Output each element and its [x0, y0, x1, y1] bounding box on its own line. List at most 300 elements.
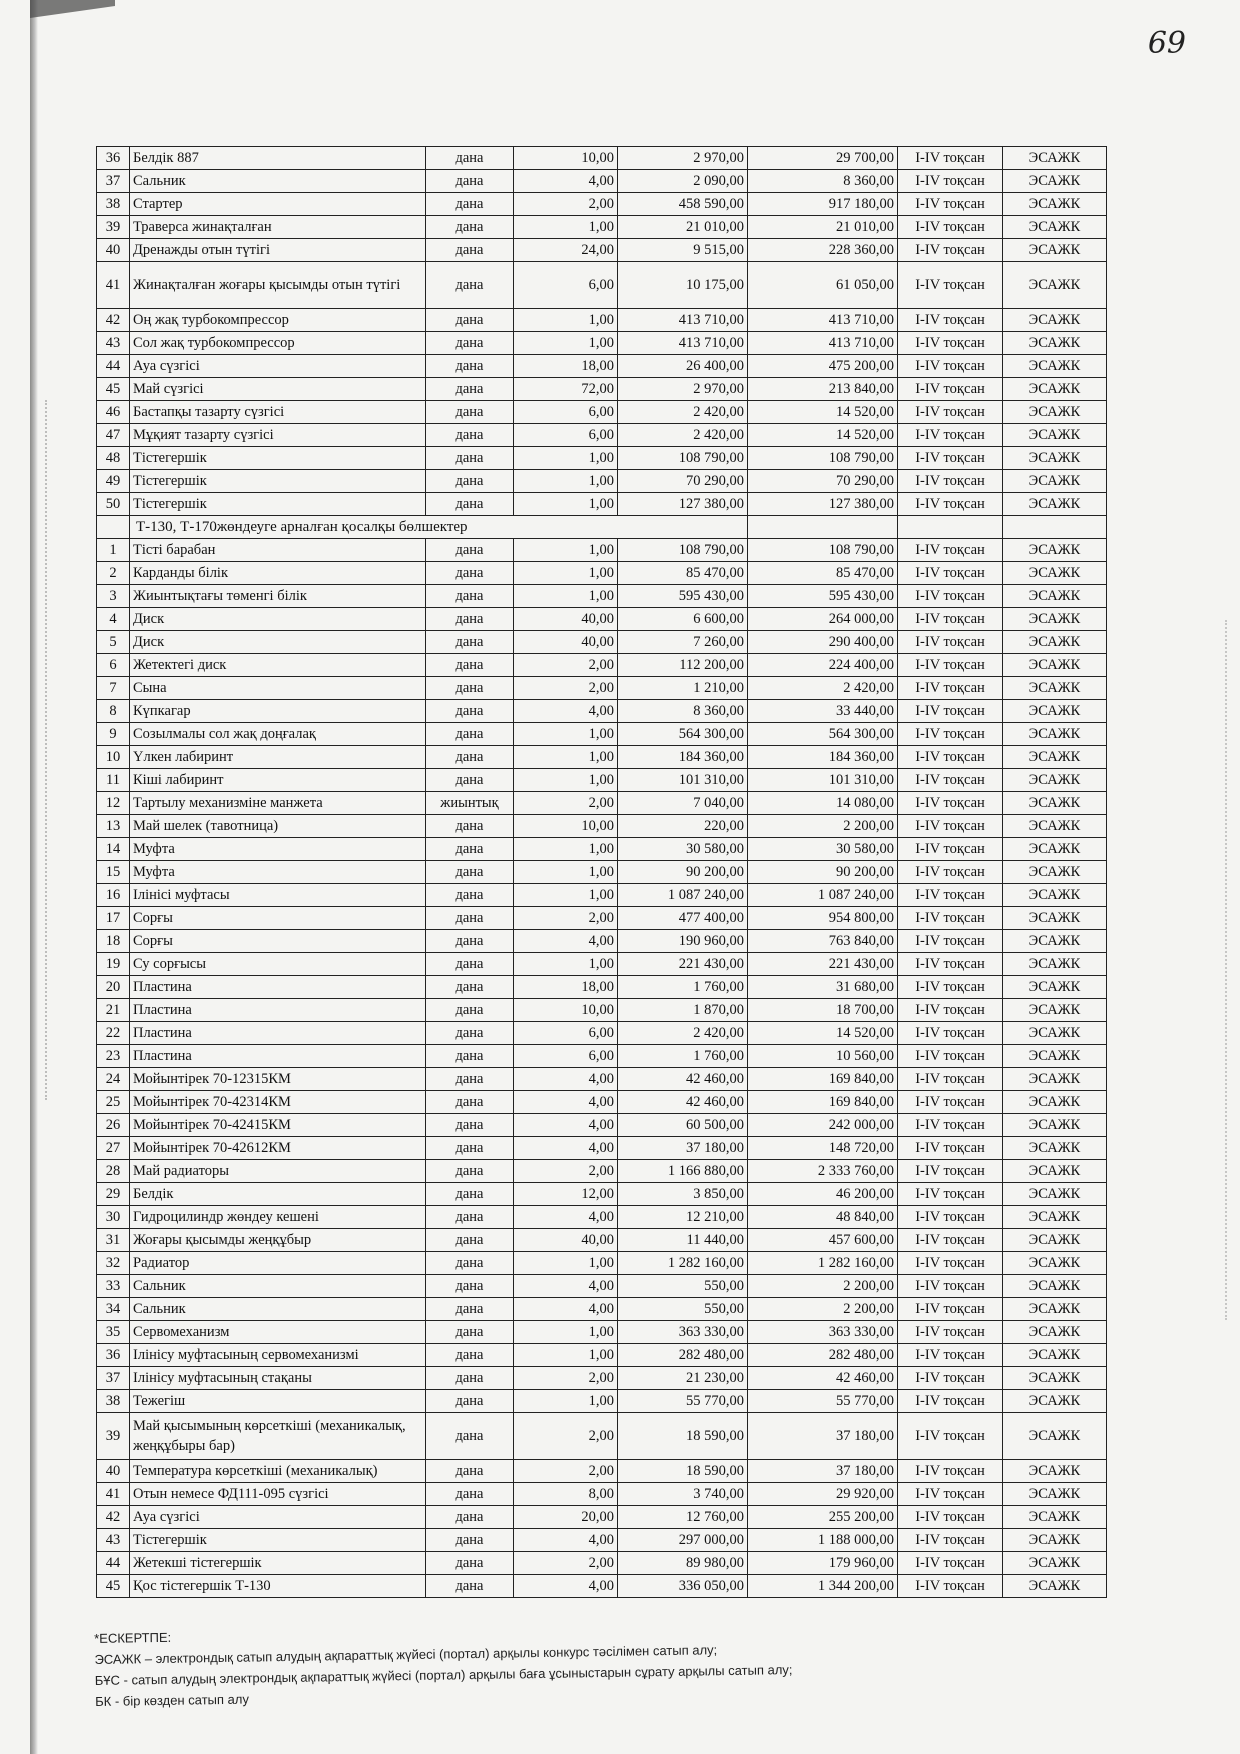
period-cell: I-IV тоқсан	[898, 1252, 1003, 1275]
procurement-method-cell: ЭСАЖК	[1003, 1483, 1107, 1506]
quantity-cell: 1,00	[514, 838, 618, 861]
item-name-cell: Су сорғысы	[130, 953, 426, 976]
period-cell: I-IV тоқсан	[898, 424, 1003, 447]
item-name-cell: Мойынтірек 70-42415КМ	[130, 1114, 426, 1137]
quantity-cell: 10,00	[514, 999, 618, 1022]
quantity-cell: 4,00	[514, 1114, 618, 1137]
period-cell: I-IV тоқсан	[898, 1344, 1003, 1367]
unit-price-cell: 3 740,00	[618, 1483, 748, 1506]
table-row	[97, 1114, 1107, 1137]
total-sum-cell: 108 790,00	[748, 447, 898, 470]
unit-cell: дана	[426, 769, 514, 792]
procurement-method-cell: ЭСАЖК	[1003, 239, 1107, 262]
row-number-cell: 36	[97, 147, 130, 170]
item-name-cell: Қос тістегершік Т-130	[130, 1575, 426, 1598]
binding-corner	[30, 0, 115, 18]
total-sum-cell: 10 560,00	[748, 1045, 898, 1068]
table-row	[97, 332, 1107, 355]
total-sum-cell: 14 520,00	[748, 1022, 898, 1045]
item-name-cell: Ауа сүзгісі	[130, 355, 426, 378]
quantity-cell: 2,00	[514, 1413, 618, 1460]
unit-cell: дана	[426, 746, 514, 769]
unit-cell: дана	[426, 1460, 514, 1483]
table-row	[97, 585, 1107, 608]
notes-title: *ЕСКЕРТПЕ:	[94, 1629, 172, 1646]
row-number-cell: 13	[97, 815, 130, 838]
procurement-method-cell: ЭСАЖК	[1003, 999, 1107, 1022]
procurement-method-cell: ЭСАЖК	[1003, 332, 1107, 355]
unit-cell: дана	[426, 1068, 514, 1091]
page-number: 69	[1147, 26, 1186, 61]
quantity-cell: 2,00	[514, 1367, 618, 1390]
unit-cell: дана	[426, 1367, 514, 1390]
total-sum-cell: 37 180,00	[748, 1413, 898, 1460]
unit-price-cell: 550,00	[618, 1275, 748, 1298]
unit-cell: дана	[426, 1529, 514, 1552]
quantity-cell: 8,00	[514, 1483, 618, 1506]
quantity-cell: 4,00	[514, 1206, 618, 1229]
table-row	[97, 838, 1107, 861]
item-name-cell: Жинақталған жоғары қысымды отын түтігі	[130, 262, 426, 309]
spare-parts-table	[96, 146, 1107, 1598]
unit-cell: дана	[426, 1390, 514, 1413]
item-name-cell: Белдік 887	[130, 147, 426, 170]
table-row	[97, 470, 1107, 493]
procurement-method-cell: ЭСАЖК	[1003, 769, 1107, 792]
period-cell: I-IV тоқсан	[898, 562, 1003, 585]
unit-price-cell: 127 380,00	[618, 493, 748, 516]
unit-cell: дана	[426, 355, 514, 378]
procurement-method-cell: ЭСАЖК	[1003, 746, 1107, 769]
period-cell: I-IV тоқсан	[898, 378, 1003, 401]
quantity-cell: 4,00	[514, 1575, 618, 1598]
unit-cell: дана	[426, 585, 514, 608]
unit-price-cell: 12 210,00	[618, 1206, 748, 1229]
total-sum-cell: 2 200,00	[748, 1275, 898, 1298]
table-row	[97, 1160, 1107, 1183]
quantity-cell: 4,00	[514, 1091, 618, 1114]
quantity-cell: 18,00	[514, 976, 618, 999]
unit-price-cell: 42 460,00	[618, 1091, 748, 1114]
row-number-cell: 36	[97, 1344, 130, 1367]
total-sum-cell: 18 700,00	[748, 999, 898, 1022]
item-name-cell: Дренажды отын түтігі	[130, 239, 426, 262]
row-number-cell: 20	[97, 976, 130, 999]
item-name-cell: Сальник	[130, 1298, 426, 1321]
period-cell: I-IV тоқсан	[898, 976, 1003, 999]
row-number-cell: 34	[97, 1298, 130, 1321]
unit-cell: дана	[426, 654, 514, 677]
table-row	[97, 1390, 1107, 1413]
procurement-method-cell: ЭСАЖК	[1003, 1413, 1107, 1460]
period-cell: I-IV тоқсан	[898, 1183, 1003, 1206]
period-cell: I-IV тоқсан	[898, 1506, 1003, 1529]
table-row	[97, 792, 1107, 815]
row-number-cell: 24	[97, 1068, 130, 1091]
total-sum-cell: 264 000,00	[748, 608, 898, 631]
unit-cell: дана	[426, 1506, 514, 1529]
quantity-cell: 40,00	[514, 608, 618, 631]
unit-cell: дана	[426, 930, 514, 953]
unit-price-cell: 55 770,00	[618, 1390, 748, 1413]
item-name-cell: Отын немесе ФД111-095 сүзгісі	[130, 1483, 426, 1506]
period-cell: I-IV тоқсан	[898, 1575, 1003, 1598]
total-sum-cell: 29 920,00	[748, 1483, 898, 1506]
total-sum-cell: 37 180,00	[748, 1460, 898, 1483]
unit-price-cell: 11 440,00	[618, 1229, 748, 1252]
quantity-cell: 1,00	[514, 470, 618, 493]
procurement-method-cell: ЭСАЖК	[1003, 1252, 1107, 1275]
unit-cell: дана	[426, 309, 514, 332]
row-number-cell: 42	[97, 1506, 130, 1529]
table-row	[97, 608, 1107, 631]
row-number-cell: 15	[97, 861, 130, 884]
row-number-cell: 28	[97, 1160, 130, 1183]
procurement-method-cell: ЭСАЖК	[1003, 585, 1107, 608]
unit-cell: дана	[426, 562, 514, 585]
item-name-cell: Тістегершік	[130, 447, 426, 470]
table-row	[97, 1529, 1107, 1552]
section-cell-method	[1003, 516, 1107, 539]
procurement-method-cell: ЭСАЖК	[1003, 562, 1107, 585]
item-name-cell: Сол жақ турбокомпрессор	[130, 332, 426, 355]
total-sum-cell: 90 200,00	[748, 861, 898, 884]
procurement-method-cell: ЭСАЖК	[1003, 309, 1107, 332]
unit-cell: жиынтық	[426, 792, 514, 815]
quantity-cell: 4,00	[514, 170, 618, 193]
table-row	[97, 700, 1107, 723]
procurement-method-cell: ЭСАЖК	[1003, 1229, 1107, 1252]
table-row	[97, 378, 1107, 401]
unit-price-cell: 6 600,00	[618, 608, 748, 631]
table-row	[97, 1367, 1107, 1390]
total-sum-cell: 42 460,00	[748, 1367, 898, 1390]
procurement-method-cell: ЭСАЖК	[1003, 193, 1107, 216]
unit-price-cell: 21 010,00	[618, 216, 748, 239]
item-name-cell: Сорғы	[130, 930, 426, 953]
period-cell: I-IV тоқсан	[898, 539, 1003, 562]
total-sum-cell: 184 360,00	[748, 746, 898, 769]
row-number-cell: 27	[97, 1137, 130, 1160]
unit-cell: дана	[426, 424, 514, 447]
procurement-method-cell: ЭСАЖК	[1003, 1367, 1107, 1390]
total-sum-cell: 413 710,00	[748, 332, 898, 355]
item-name-cell: Жетекші тістегершік	[130, 1552, 426, 1575]
row-number-cell: 6	[97, 654, 130, 677]
quantity-cell: 1,00	[514, 1321, 618, 1344]
quantity-cell: 1,00	[514, 493, 618, 516]
notes-block	[94, 1614, 995, 1712]
quantity-cell: 1,00	[514, 447, 618, 470]
table-row	[97, 1575, 1107, 1598]
quantity-cell: 4,00	[514, 1298, 618, 1321]
procurement-method-cell: ЭСАЖК	[1003, 1460, 1107, 1483]
quantity-cell: 20,00	[514, 1506, 618, 1529]
row-number-cell: 40	[97, 239, 130, 262]
item-name-cell: Сальник	[130, 1275, 426, 1298]
row-number-cell: 2	[97, 562, 130, 585]
row-number-cell: 41	[97, 262, 130, 309]
total-sum-cell: 224 400,00	[748, 654, 898, 677]
period-cell: I-IV тоқсан	[898, 147, 1003, 170]
unit-cell: дана	[426, 1275, 514, 1298]
period-cell: I-IV тоқсан	[898, 1045, 1003, 1068]
row-number-cell: 41	[97, 1483, 130, 1506]
period-cell: I-IV тоқсан	[898, 332, 1003, 355]
procurement-method-cell: ЭСАЖК	[1003, 1114, 1107, 1137]
table-row	[97, 1344, 1107, 1367]
table-row	[97, 1183, 1107, 1206]
procurement-method-cell: ЭСАЖК	[1003, 792, 1107, 815]
item-name-cell: Тістегершік	[130, 1529, 426, 1552]
quantity-cell: 4,00	[514, 1275, 618, 1298]
unit-price-cell: 2 420,00	[618, 1022, 748, 1045]
quantity-cell: 72,00	[514, 378, 618, 401]
period-cell: I-IV тоқсан	[898, 999, 1003, 1022]
table-row	[97, 1229, 1107, 1252]
table-row	[97, 1045, 1107, 1068]
unit-price-cell: 108 790,00	[618, 447, 748, 470]
row-number-cell: 45	[97, 378, 130, 401]
unit-cell: дана	[426, 470, 514, 493]
total-sum-cell: 564 300,00	[748, 723, 898, 746]
quantity-cell: 1,00	[514, 585, 618, 608]
section-cell-sum	[748, 516, 898, 539]
period-cell: I-IV тоқсан	[898, 1114, 1003, 1137]
period-cell: I-IV тоқсан	[898, 838, 1003, 861]
unit-price-cell: 1 760,00	[618, 976, 748, 999]
item-name-cell: Тістегершік	[130, 470, 426, 493]
item-name-cell: Кіші лабиринт	[130, 769, 426, 792]
quantity-cell: 10,00	[514, 147, 618, 170]
table-row	[97, 1483, 1107, 1506]
procurement-method-cell: ЭСАЖК	[1003, 723, 1107, 746]
total-sum-cell: 127 380,00	[748, 493, 898, 516]
unit-price-cell: 112 200,00	[618, 654, 748, 677]
row-number-cell: 44	[97, 355, 130, 378]
quantity-cell: 4,00	[514, 1529, 618, 1552]
procurement-method-cell: ЭСАЖК	[1003, 1022, 1107, 1045]
quantity-cell: 6,00	[514, 424, 618, 447]
row-number-cell: 17	[97, 907, 130, 930]
period-cell: I-IV тоқсан	[898, 493, 1003, 516]
row-number-cell: 31	[97, 1229, 130, 1252]
period-cell: I-IV тоқсан	[898, 447, 1003, 470]
procurement-method-cell: ЭСАЖК	[1003, 262, 1107, 309]
total-sum-cell: 457 600,00	[748, 1229, 898, 1252]
unit-price-cell: 7 260,00	[618, 631, 748, 654]
row-number-cell: 39	[97, 216, 130, 239]
unit-cell: дана	[426, 907, 514, 930]
procurement-method-cell: ЭСАЖК	[1003, 1321, 1107, 1344]
section-title: Т-130, Т-170жөндеуге арналған қосалқы бөлшектер	[130, 516, 748, 539]
unit-price-cell: 413 710,00	[618, 332, 748, 355]
item-name-cell: Ілінісу муфтасының стақаны	[130, 1367, 426, 1390]
section-cell-period	[898, 516, 1003, 539]
procurement-method-cell: ЭСАЖК	[1003, 700, 1107, 723]
table-row	[97, 1321, 1107, 1344]
section-cell-n	[97, 516, 130, 539]
period-cell: I-IV тоқсан	[898, 1552, 1003, 1575]
table-row	[97, 424, 1107, 447]
row-number-cell: 38	[97, 1390, 130, 1413]
table-row	[97, 953, 1107, 976]
unit-price-cell: 70 290,00	[618, 470, 748, 493]
unit-price-cell: 2 420,00	[618, 424, 748, 447]
unit-cell: дана	[426, 1114, 514, 1137]
unit-price-cell: 18 590,00	[618, 1460, 748, 1483]
quantity-cell: 1,00	[514, 746, 618, 769]
table-row	[97, 1068, 1107, 1091]
item-name-cell: Пластина	[130, 1045, 426, 1068]
item-name-cell: Май сүзгісі	[130, 378, 426, 401]
item-name-cell: Май шелек (тавотница)	[130, 815, 426, 838]
total-sum-cell: 70 290,00	[748, 470, 898, 493]
row-number-cell: 10	[97, 746, 130, 769]
item-name-cell: Сына	[130, 677, 426, 700]
unit-price-cell: 1 210,00	[618, 677, 748, 700]
table-row	[97, 746, 1107, 769]
quantity-cell: 1,00	[514, 539, 618, 562]
quantity-cell: 6,00	[514, 262, 618, 309]
total-sum-cell: 8 360,00	[748, 170, 898, 193]
row-number-cell: 42	[97, 309, 130, 332]
total-sum-cell: 954 800,00	[748, 907, 898, 930]
procurement-method-cell: ЭСАЖК	[1003, 424, 1107, 447]
period-cell: I-IV тоқсан	[898, 170, 1003, 193]
row-number-cell: 7	[97, 677, 130, 700]
unit-cell: дана	[426, 401, 514, 424]
unit-price-cell: 9 515,00	[618, 239, 748, 262]
row-number-cell: 45	[97, 1575, 130, 1598]
period-cell: I-IV тоқсан	[898, 355, 1003, 378]
row-number-cell: 12	[97, 792, 130, 815]
unit-price-cell: 1 870,00	[618, 999, 748, 1022]
quantity-cell: 1,00	[514, 769, 618, 792]
quantity-cell: 1,00	[514, 1252, 618, 1275]
total-sum-cell: 29 700,00	[748, 147, 898, 170]
quantity-cell: 4,00	[514, 930, 618, 953]
item-name-cell: Мойынтірек 70-12315КМ	[130, 1068, 426, 1091]
quantity-cell: 40,00	[514, 631, 618, 654]
period-cell: I-IV тоқсан	[898, 401, 1003, 424]
total-sum-cell: 221 430,00	[748, 953, 898, 976]
table-row	[97, 976, 1107, 999]
unit-price-cell: 10 175,00	[618, 262, 748, 309]
table-row	[97, 170, 1107, 193]
total-sum-cell: 290 400,00	[748, 631, 898, 654]
unit-cell: дана	[426, 239, 514, 262]
total-sum-cell: 46 200,00	[748, 1183, 898, 1206]
table-row	[97, 861, 1107, 884]
table-row	[97, 1413, 1107, 1460]
procurement-method-cell: ЭСАЖК	[1003, 1160, 1107, 1183]
total-sum-cell: 1 188 000,00	[748, 1529, 898, 1552]
note-bus: БҰС - сатып алудың электрондық ақпараттық жүйесі (портал) арқылы баға ұсыныстарын сұрату арқылы сатып алу;	[94, 1662, 793, 1688]
quantity-cell: 2,00	[514, 792, 618, 815]
table-row	[97, 539, 1107, 562]
unit-price-cell: 3 850,00	[618, 1183, 748, 1206]
binding-edge	[30, 0, 38, 1754]
unit-cell: дана	[426, 1575, 514, 1598]
unit-price-cell: 190 960,00	[618, 930, 748, 953]
table-row	[97, 723, 1107, 746]
row-number-cell: 22	[97, 1022, 130, 1045]
table-row	[97, 147, 1107, 170]
total-sum-cell: 1 344 200,00	[748, 1575, 898, 1598]
table-row	[97, 1552, 1107, 1575]
item-name-cell: Муфта	[130, 838, 426, 861]
unit-price-cell: 363 330,00	[618, 1321, 748, 1344]
item-name-cell: Диск	[130, 631, 426, 654]
item-name-cell: Радиатор	[130, 1252, 426, 1275]
table-body-part-a	[97, 147, 1107, 516]
period-cell: I-IV тоқсан	[898, 1022, 1003, 1045]
table-body-part-b	[97, 539, 1107, 1598]
quantity-cell: 1,00	[514, 562, 618, 585]
item-name-cell: Сорғы	[130, 907, 426, 930]
unit-price-cell: 7 040,00	[618, 792, 748, 815]
unit-price-cell: 595 430,00	[618, 585, 748, 608]
item-name-cell: Май радиаторы	[130, 1160, 426, 1183]
quantity-cell: 4,00	[514, 1137, 618, 1160]
quantity-cell: 6,00	[514, 401, 618, 424]
item-name-cell: Карданды білік	[130, 562, 426, 585]
unit-cell: дана	[426, 1206, 514, 1229]
period-cell: I-IV тоқсан	[898, 1137, 1003, 1160]
procurement-method-cell: ЭСАЖК	[1003, 539, 1107, 562]
period-cell: I-IV тоқсан	[898, 470, 1003, 493]
period-cell: I-IV тоқсан	[898, 861, 1003, 884]
unit-price-cell: 89 980,00	[618, 1552, 748, 1575]
table-row	[97, 1206, 1107, 1229]
row-number-cell: 46	[97, 401, 130, 424]
procurement-method-cell: ЭСАЖК	[1003, 1552, 1107, 1575]
table-row	[97, 1137, 1107, 1160]
unit-price-cell: 85 470,00	[618, 562, 748, 585]
item-name-cell: Диск	[130, 608, 426, 631]
unit-cell: дана	[426, 999, 514, 1022]
row-number-cell: 16	[97, 884, 130, 907]
unit-price-cell: 108 790,00	[618, 539, 748, 562]
unit-price-cell: 30 580,00	[618, 838, 748, 861]
quantity-cell: 2,00	[514, 677, 618, 700]
period-cell: I-IV тоқсан	[898, 1206, 1003, 1229]
procurement-method-cell: ЭСАЖК	[1003, 493, 1107, 516]
procurement-method-cell: ЭСАЖК	[1003, 1091, 1107, 1114]
unit-cell: дана	[426, 1137, 514, 1160]
row-number-cell: 8	[97, 700, 130, 723]
item-name-cell: Үлкен лабиринт	[130, 746, 426, 769]
unit-cell: дана	[426, 815, 514, 838]
table-row	[97, 1022, 1107, 1045]
unit-price-cell: 221 430,00	[618, 953, 748, 976]
total-sum-cell: 169 840,00	[748, 1068, 898, 1091]
unit-cell: дана	[426, 976, 514, 999]
period-cell: I-IV тоқсан	[898, 1529, 1003, 1552]
item-name-cell: Ауа сүзгісі	[130, 1506, 426, 1529]
total-sum-cell: 169 840,00	[748, 1091, 898, 1114]
unit-price-cell: 1 087 240,00	[618, 884, 748, 907]
quantity-cell: 2,00	[514, 1552, 618, 1575]
total-sum-cell: 595 430,00	[748, 585, 898, 608]
period-cell: I-IV тоқсан	[898, 654, 1003, 677]
period-cell: I-IV тоқсан	[898, 1160, 1003, 1183]
unit-cell: дана	[426, 838, 514, 861]
quantity-cell: 1,00	[514, 723, 618, 746]
row-number-cell: 35	[97, 1321, 130, 1344]
quantity-cell: 24,00	[514, 239, 618, 262]
